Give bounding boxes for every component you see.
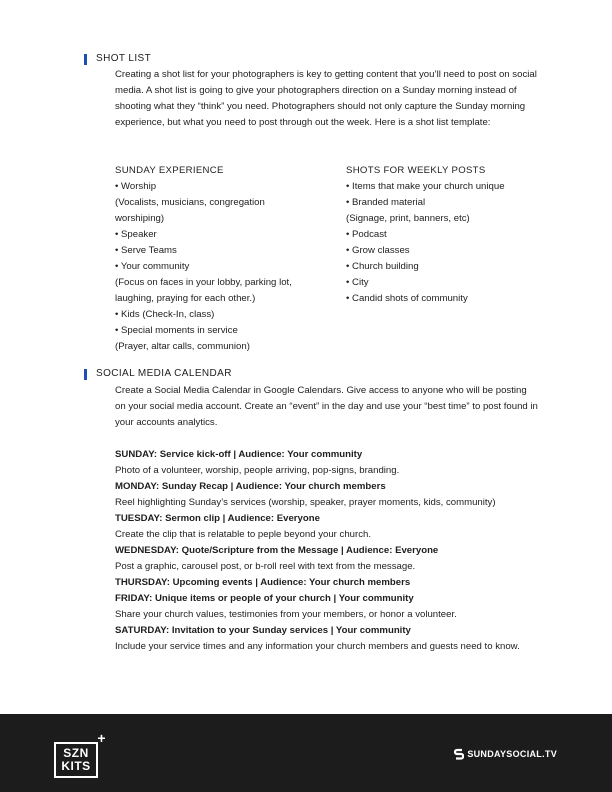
sunday-experience-heading: SUNDAY EXPERIENCE [115, 165, 224, 176]
shot-list-title: SHOT LIST [96, 53, 152, 64]
day-heading-thursday: THURSDAY: Upcoming events | Audience: Your church members [115, 577, 411, 588]
footer [0, 714, 612, 792]
list-item: • Worship [115, 181, 157, 192]
list-item: • Items that make your church unique [346, 181, 505, 192]
list-item: • City [346, 277, 369, 288]
day-heading-wednesday: WEDNESDAY: Quote/Scripture from the Message | Audience: Everyone [115, 545, 439, 556]
day-heading-sunday: SUNDAY: Service kick-off | Audience: Your community [115, 449, 363, 460]
weekly-posts-column [346, 163, 505, 307]
logo-line: KITS [61, 759, 91, 773]
day-description: Reel highlighting Sunday’s services (worship, speaker, prayer moments, kids, community) [115, 497, 496, 508]
list-item: • Your community [115, 261, 190, 272]
list-item: • Kids (Check-In, class) [115, 309, 215, 320]
logo-line: SZN [63, 746, 89, 760]
day-heading-friday: FRIDAY: Unique items or people of your church | Your community [115, 593, 414, 604]
section-marker [84, 369, 87, 380]
section-marker [84, 54, 87, 65]
list-item: • Podcast [346, 229, 387, 240]
calendar-title: SOCIAL MEDIA CALENDAR [96, 368, 232, 379]
day-description: Include your service times and any information your church members and guests need to know. [115, 641, 520, 652]
list-item: (Prayer, altar calls, communion) [115, 341, 250, 352]
szn-kits-logo [54, 730, 106, 778]
list-item: • Special moments in service [115, 325, 238, 336]
day-description: Photo of a volunteer, worship, people arriving, pop-signs, branding. [115, 465, 400, 476]
sunday-experience-column [115, 163, 292, 355]
day-description: Create the clip that is relatable to peple beyond your church. [115, 529, 371, 540]
list-item: • Candid shots of community [346, 293, 468, 304]
sunday-social-logo-icon [454, 748, 464, 761]
day-heading-tuesday: TUESDAY: Sermon clip | Audience: Everyone [115, 513, 320, 524]
shot-list-intro: Creating a shot list for your photographers is key to getting content that you’ll need to post on social media. A shot list is going to give your photographers direction on a Sunday morning instead of shooting what they “think” you need. Photographers should not only capture the Sunday morning experience, but what you need to post through out the week. Here is a shot list template: [115, 69, 537, 128]
list-item: • Church building [346, 261, 419, 272]
list-item: worshiping) [115, 213, 165, 224]
website-link[interactable] [454, 746, 557, 762]
list-item: • Grow classes [346, 245, 410, 256]
day-heading-saturday: SATURDAY: Invitation to your Sunday services | Your community [115, 625, 411, 636]
list-item: • Branded material [346, 197, 426, 208]
list-item: • Speaker [115, 229, 157, 240]
website-text: SUNDAYSOCIAL.TV [467, 749, 557, 759]
shot-list-header [84, 51, 151, 67]
plus-icon: + [97, 730, 106, 746]
day-description: Share your church values, testimonies from your members, or honor a volunteer. [115, 609, 457, 620]
list-item: (Focus on faces in your lobby, parking lot, [115, 277, 292, 288]
weekly-posts-heading: SHOTS FOR WEEKLY POSTS [346, 165, 486, 176]
calendar-intro: Create a Social Media Calendar in Google Calendars. Give access to anyone who will be posting on your social media account. Create an “event” in the day and use your “best time” to post found in your accounts analytics. [115, 385, 538, 428]
list-item: (Signage, print, banners, etc) [346, 213, 470, 224]
calendar-days [115, 447, 545, 655]
list-item: (Vocalists, musicians, congregation [115, 197, 265, 208]
calendar-header [84, 366, 232, 382]
day-heading-monday: MONDAY: Sunday Recap | Audience: Your church members [115, 481, 386, 492]
list-item: laughing, praying for each other.) [115, 293, 256, 304]
day-description: Post a graphic, carousel post, or b-roll reel with text from the message. [115, 561, 416, 572]
list-item: • Serve Teams [115, 245, 177, 256]
